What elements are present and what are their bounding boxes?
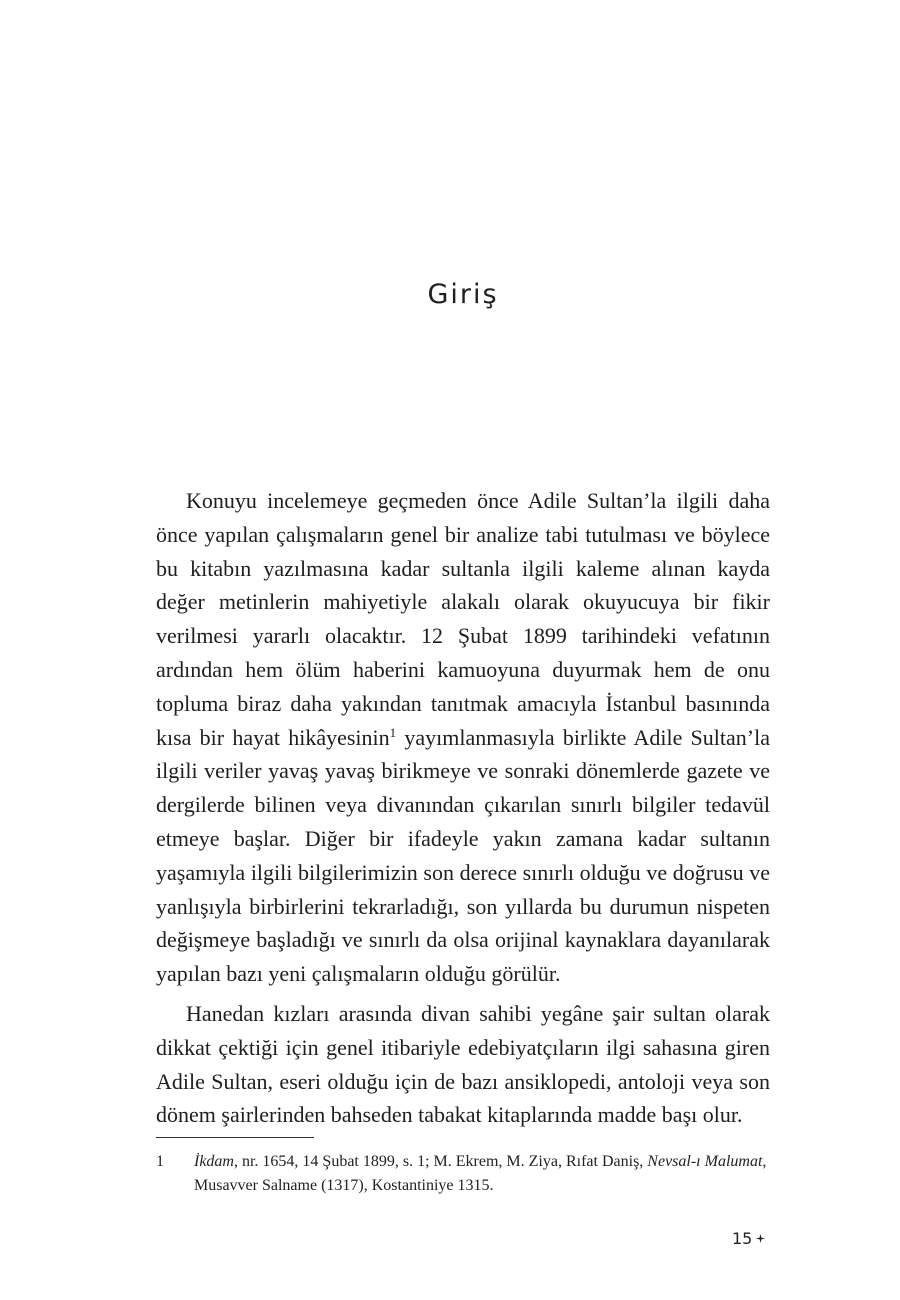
footnote-text — [194, 1150, 770, 1198]
page-number-block — [732, 1229, 765, 1248]
paragraph-1-text-b: yayımlanmasıyla birlikte Adile Sultan’la ilgili veriler yavaş yavaş birikmeye ve sonraki dönemlerde gazete ve dergilerde bilinen veya divanından çıkarılan sınırlı bilgiler tedavül etmeye başlar. Diğer bir ifadeyle yakın zamana kadar sultanın yaşamıyla ilgili bilgilerimizin son derece sınırlı olduğu ve doğrusu ve yanlışıyla birbirlerini tekrarladığı, son yıllarda bu durumun nispeten değişmeye başladığı ve sınırlı da olsa orijinal kaynaklara dayanılarak yapılan bazı yeni çalışmaların olduğu görülür. — [156, 724, 770, 987]
footnote-number: 1 — [156, 1153, 164, 1170]
paragraph-1 — [156, 484, 770, 991]
footnote-text-b: , Musavver Salname (1317), Kostantiniye 1315. — [194, 1153, 767, 1194]
footnote-source-title-2: Nevsal-ı Malumat — [647, 1153, 763, 1170]
body-text — [156, 484, 770, 1138]
footnote — [156, 1150, 770, 1198]
footnote-text-a: , nr. 1654, 14 Şubat 1899, s. 1; M. Ekrem, M. Ziya, Rıfat Daniş, — [233, 1153, 648, 1170]
footnote-source-title: İkdam — [194, 1153, 234, 1170]
paragraph-2: Hanedan kızları arasında divan sahibi yegâne şair sultan olarak dikkat çektiği için genel itibariyle edebiyatçıların ilgi sahasına giren Adile Sultan, eseri olduğu için de bazı ansiklopedi, antoloji veya son dönem şairlerinden bahseden tabakat kitaplarında madde başı olur. — [156, 1000, 770, 1128]
footnote-divider — [156, 1137, 314, 1138]
footnote-reference[interactable]: 1 — [389, 724, 397, 740]
four-point-star-icon — [756, 1234, 765, 1243]
page-number: 15 — [732, 1229, 753, 1248]
paragraph-1-text-a: Konuyu incelemeye geçmeden önce Adile Sultan’la ilgili daha önce yapılan çalışmaların genel bir analize tabi tutulması ve böylece bu kitabın yazılmasına kadar sultanla ilgili kaleme alınan kayda değer metinlerin mahiyetiyle alakalı olarak okuyucuya bir fikir verilmesi yararlı olacaktır. 12 Şubat 1899 tarihindeki vefatının ardından hem ölüm haberini kamuoyuna duyurmak hem de onu topluma biraz daha yakından tanıtmak amacıyla İstanbul basınında kısa bir hayat hikâyesinin — [156, 488, 770, 750]
chapter-title: Giriş — [427, 279, 499, 310]
